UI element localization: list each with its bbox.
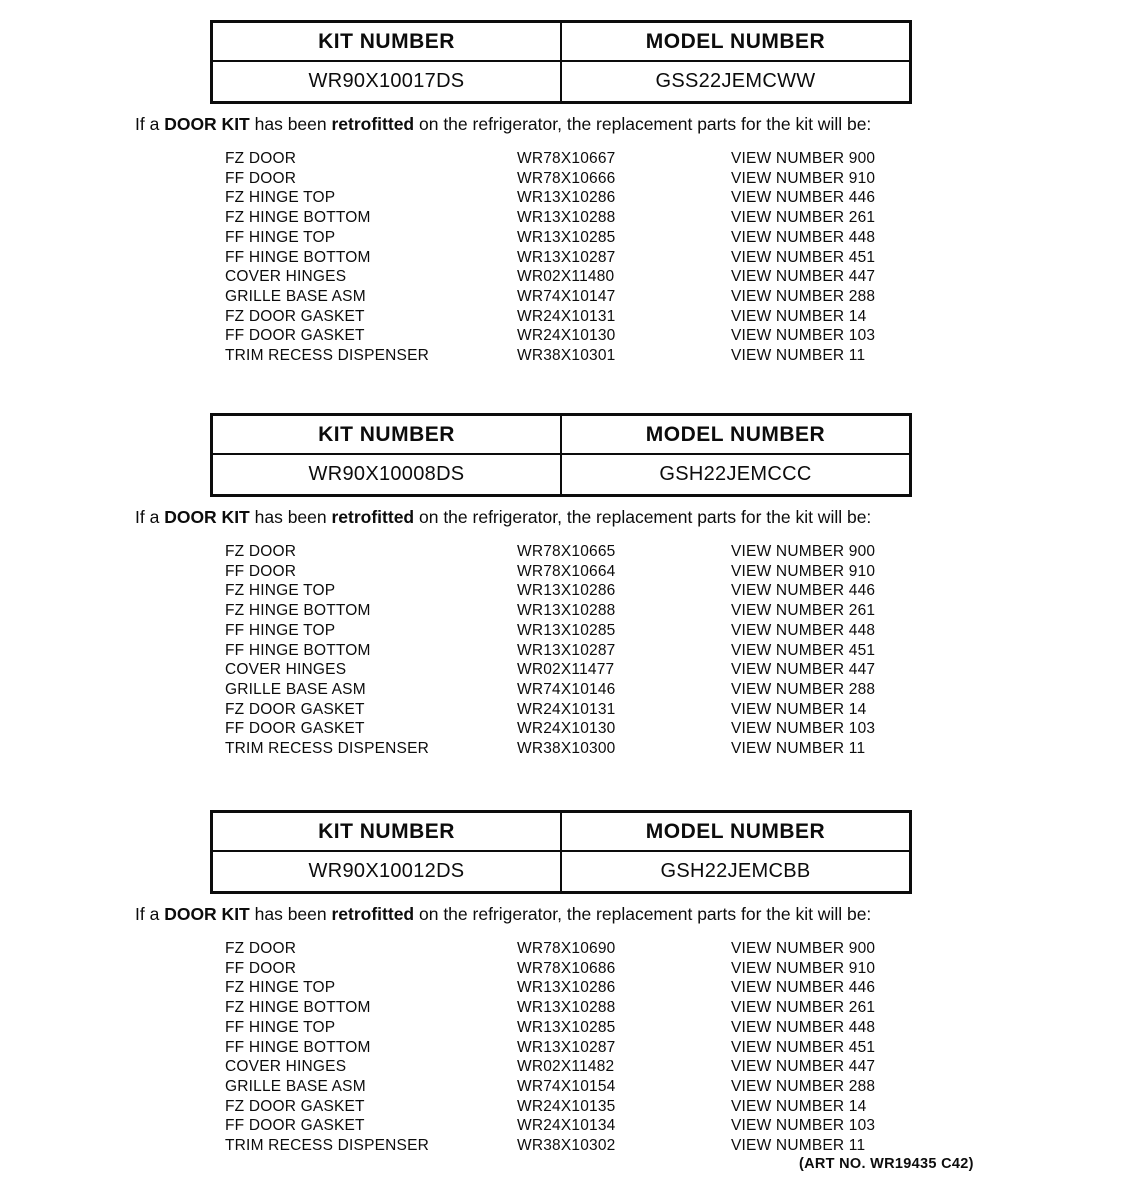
part-view-number: VIEW NUMBER 103 bbox=[731, 720, 876, 738]
part-name: FZ DOOR bbox=[225, 543, 297, 560]
part-row bbox=[225, 1116, 1125, 1136]
part-view-number: VIEW NUMBER 447 bbox=[731, 268, 876, 286]
part-number: WR74X10146 bbox=[517, 680, 616, 698]
part-row bbox=[225, 248, 1125, 268]
kit-number-value: WR90X10017DS bbox=[212, 61, 562, 103]
part-number: WR38X10300 bbox=[517, 740, 616, 758]
part-number: WR24X10134 bbox=[517, 1117, 616, 1135]
part-view-number: VIEW NUMBER 103 bbox=[731, 327, 876, 345]
part-row bbox=[225, 660, 1125, 680]
part-name: FF DOOR GASKET bbox=[225, 1117, 365, 1135]
part-view-number: VIEW NUMBER 446 bbox=[731, 189, 876, 207]
model-number-value: GSH22JEMCCC bbox=[561, 454, 911, 496]
part-name: FZ DOOR GASKET bbox=[225, 307, 365, 325]
retrofit-note bbox=[135, 114, 1125, 134]
part-name: GRILLE BASE ASM bbox=[225, 1077, 366, 1095]
part-name: FF HINGE BOTTOM bbox=[225, 1038, 371, 1056]
part-row bbox=[225, 562, 1125, 582]
part-name: GRILLE BASE ASM bbox=[225, 680, 366, 698]
part-name: FF DOOR GASKET bbox=[225, 327, 365, 345]
part-number: WR13X10285 bbox=[517, 621, 616, 639]
part-row bbox=[225, 739, 1125, 759]
part-name: TRIM RECESS DISPENSER bbox=[225, 1137, 430, 1155]
note-door-kit: DOOR KIT bbox=[164, 507, 250, 527]
part-view-number: VIEW NUMBER 451 bbox=[731, 641, 876, 659]
part-view-number: VIEW NUMBER 446 bbox=[731, 582, 876, 600]
part-row bbox=[225, 700, 1125, 720]
note-text: on the refrigerator, the replacement parts for the kit will be: bbox=[414, 114, 872, 134]
part-view-number: VIEW NUMBER 448 bbox=[731, 228, 876, 246]
note-text: If a bbox=[135, 507, 165, 527]
part-name: FF HINGE BOTTOM bbox=[225, 641, 371, 659]
part-view-number: VIEW NUMBER 261 bbox=[731, 209, 876, 227]
part-name: FZ DOOR bbox=[225, 940, 297, 957]
part-number: WR78X10664 bbox=[517, 562, 616, 580]
part-row bbox=[225, 680, 1125, 700]
part-name: FF HINGE BOTTOM bbox=[225, 248, 371, 266]
note-door-kit: DOOR KIT bbox=[164, 904, 250, 924]
model-number-header: MODEL NUMBER bbox=[561, 415, 911, 455]
note-text: has been bbox=[249, 507, 332, 527]
note-text: has been bbox=[249, 904, 332, 924]
table-header-row bbox=[212, 22, 911, 62]
part-view-number: VIEW NUMBER 900 bbox=[731, 543, 876, 560]
note-retrofitted: retrofitted bbox=[331, 114, 415, 134]
table-value-row bbox=[212, 851, 911, 893]
part-number: WR13X10286 bbox=[517, 189, 616, 207]
part-name: TRIM RECESS DISPENSER bbox=[225, 740, 430, 758]
part-number: WR38X10301 bbox=[517, 347, 616, 365]
kit-model-table bbox=[210, 413, 912, 497]
part-row bbox=[225, 346, 1125, 366]
table-value-row bbox=[212, 61, 911, 103]
kit-model-table bbox=[210, 20, 912, 104]
part-name: FF HINGE TOP bbox=[225, 621, 336, 639]
part-name: FF DOOR bbox=[225, 959, 297, 977]
part-row bbox=[225, 208, 1125, 228]
note-retrofitted: retrofitted bbox=[331, 507, 415, 527]
part-number: WR78X10666 bbox=[517, 169, 616, 187]
part-view-number: VIEW NUMBER 910 bbox=[731, 562, 876, 580]
part-view-number: VIEW NUMBER 288 bbox=[731, 680, 876, 698]
part-name: FZ HINGE TOP bbox=[225, 189, 336, 207]
part-name: FZ HINGE TOP bbox=[225, 582, 336, 600]
part-view-number: VIEW NUMBER 446 bbox=[731, 979, 876, 997]
part-number: WR13X10288 bbox=[517, 602, 616, 620]
part-view-number: VIEW NUMBER 14 bbox=[731, 307, 867, 325]
kit-section-1 bbox=[0, 20, 1125, 366]
part-number: WR13X10285 bbox=[517, 228, 616, 246]
part-view-number: VIEW NUMBER 451 bbox=[731, 1038, 876, 1056]
note-text: on the refrigerator, the replacement parts for the kit will be: bbox=[414, 904, 872, 924]
kit-number-header: KIT NUMBER bbox=[212, 415, 562, 455]
model-number-header: MODEL NUMBER bbox=[561, 812, 911, 852]
part-name: FF HINGE TOP bbox=[225, 1018, 336, 1036]
part-row bbox=[225, 169, 1125, 189]
part-name: COVER HINGES bbox=[225, 1058, 347, 1076]
part-number: WR38X10302 bbox=[517, 1137, 616, 1155]
model-number-value: GSH22JEMCBB bbox=[561, 851, 911, 893]
retrofit-note bbox=[135, 507, 1125, 527]
part-name: FZ DOOR GASKET bbox=[225, 1097, 365, 1115]
note-door-kit: DOOR KIT bbox=[164, 114, 250, 134]
part-number: WR13X10288 bbox=[517, 209, 616, 227]
part-number: WR24X10131 bbox=[517, 307, 616, 325]
part-row bbox=[225, 1097, 1125, 1117]
retrofit-note bbox=[135, 904, 1125, 924]
part-name: FZ DOOR bbox=[225, 150, 297, 167]
part-number: WR24X10130 bbox=[517, 720, 616, 738]
part-view-number: VIEW NUMBER 451 bbox=[731, 248, 876, 266]
parts-list bbox=[225, 149, 1125, 366]
part-number: WR78X10665 bbox=[517, 543, 616, 560]
kit-number-header: KIT NUMBER bbox=[212, 812, 562, 852]
part-number: WR13X10287 bbox=[517, 1038, 616, 1056]
part-view-number: VIEW NUMBER 14 bbox=[731, 1097, 867, 1115]
kit-model-table bbox=[210, 810, 912, 894]
part-row bbox=[225, 621, 1125, 641]
part-number: WR13X10285 bbox=[517, 1018, 616, 1036]
part-name: FF HINGE TOP bbox=[225, 228, 336, 246]
part-row bbox=[225, 641, 1125, 661]
part-row bbox=[225, 959, 1125, 979]
part-row bbox=[225, 267, 1125, 287]
kit-section-3 bbox=[0, 810, 1125, 1156]
parts-list bbox=[225, 939, 1125, 1156]
part-row bbox=[225, 1136, 1125, 1156]
part-number: WR24X10131 bbox=[517, 700, 616, 718]
part-view-number: VIEW NUMBER 900 bbox=[731, 150, 876, 167]
part-row bbox=[225, 719, 1125, 739]
part-name: FF DOOR GASKET bbox=[225, 720, 365, 738]
part-row bbox=[225, 581, 1125, 601]
part-row bbox=[225, 228, 1125, 248]
part-view-number: VIEW NUMBER 11 bbox=[731, 347, 866, 365]
part-row bbox=[225, 307, 1125, 327]
part-row bbox=[225, 998, 1125, 1018]
kit-section-2 bbox=[0, 413, 1125, 759]
kit-number-value: WR90X10008DS bbox=[212, 454, 562, 496]
part-row bbox=[225, 939, 1125, 959]
part-view-number: VIEW NUMBER 288 bbox=[731, 1077, 876, 1095]
part-number: WR02X11482 bbox=[517, 1058, 615, 1076]
part-number: WR13X10287 bbox=[517, 248, 616, 266]
part-name: FF DOOR bbox=[225, 562, 297, 580]
art-number: (ART NO. WR19435 C42) bbox=[799, 1156, 974, 1172]
part-name: FZ HINGE BOTTOM bbox=[225, 999, 371, 1017]
part-name: FZ HINGE BOTTOM bbox=[225, 602, 371, 620]
part-number: WR78X10690 bbox=[517, 940, 616, 957]
part-view-number: VIEW NUMBER 448 bbox=[731, 1018, 876, 1036]
part-row bbox=[225, 326, 1125, 346]
part-view-number: VIEW NUMBER 261 bbox=[731, 602, 876, 620]
part-number: WR13X10287 bbox=[517, 641, 616, 659]
part-row bbox=[225, 978, 1125, 998]
part-row bbox=[225, 1077, 1125, 1097]
kit-number-header: KIT NUMBER bbox=[212, 22, 562, 62]
table-header-row bbox=[212, 415, 911, 455]
part-name: COVER HINGES bbox=[225, 268, 347, 286]
part-number: WR24X10135 bbox=[517, 1097, 616, 1115]
part-number: WR13X10288 bbox=[517, 999, 616, 1017]
part-view-number: VIEW NUMBER 103 bbox=[731, 1117, 876, 1135]
part-number: WR13X10286 bbox=[517, 979, 616, 997]
table-value-row bbox=[212, 454, 911, 496]
note-text: If a bbox=[135, 114, 165, 134]
part-row bbox=[225, 542, 1125, 562]
model-number-header: MODEL NUMBER bbox=[561, 22, 911, 62]
note-text: If a bbox=[135, 904, 165, 924]
part-row bbox=[225, 188, 1125, 208]
part-view-number: VIEW NUMBER 261 bbox=[731, 999, 876, 1017]
part-row bbox=[225, 149, 1125, 169]
part-view-number: VIEW NUMBER 11 bbox=[731, 740, 866, 758]
part-number: WR02X11480 bbox=[517, 268, 615, 286]
note-retrofitted: retrofitted bbox=[331, 904, 415, 924]
parts-list bbox=[225, 542, 1125, 759]
part-number: WR13X10286 bbox=[517, 582, 616, 600]
part-row bbox=[225, 601, 1125, 621]
part-number: WR78X10667 bbox=[517, 150, 616, 167]
part-number: WR74X10154 bbox=[517, 1077, 616, 1095]
part-view-number: VIEW NUMBER 910 bbox=[731, 959, 876, 977]
part-view-number: VIEW NUMBER 447 bbox=[731, 1058, 876, 1076]
part-view-number: VIEW NUMBER 11 bbox=[731, 1137, 866, 1155]
part-name: FZ HINGE BOTTOM bbox=[225, 209, 371, 227]
part-view-number: VIEW NUMBER 447 bbox=[731, 661, 876, 679]
part-name: TRIM RECESS DISPENSER bbox=[225, 347, 430, 365]
part-row bbox=[225, 287, 1125, 307]
part-view-number: VIEW NUMBER 14 bbox=[731, 700, 867, 718]
part-name: GRILLE BASE ASM bbox=[225, 287, 366, 305]
part-view-number: VIEW NUMBER 448 bbox=[731, 621, 876, 639]
part-name: COVER HINGES bbox=[225, 661, 347, 679]
part-number: WR02X11477 bbox=[517, 661, 615, 679]
note-text: has been bbox=[249, 114, 332, 134]
part-row bbox=[225, 1057, 1125, 1077]
part-number: WR74X10147 bbox=[517, 287, 616, 305]
part-name: FZ HINGE TOP bbox=[225, 979, 336, 997]
part-view-number: VIEW NUMBER 900 bbox=[731, 940, 876, 957]
part-name: FF DOOR bbox=[225, 169, 297, 187]
model-number-value: GSS22JEMCWW bbox=[561, 61, 911, 103]
kit-number-value: WR90X10012DS bbox=[212, 851, 562, 893]
part-row bbox=[225, 1038, 1125, 1058]
part-view-number: VIEW NUMBER 288 bbox=[731, 287, 876, 305]
table-header-row bbox=[212, 812, 911, 852]
part-row bbox=[225, 1018, 1125, 1038]
part-view-number: VIEW NUMBER 910 bbox=[731, 169, 876, 187]
note-text: on the refrigerator, the replacement parts for the kit will be: bbox=[414, 507, 872, 527]
part-name: FZ DOOR GASKET bbox=[225, 700, 365, 718]
part-number: WR24X10130 bbox=[517, 327, 616, 345]
part-number: WR78X10686 bbox=[517, 959, 616, 977]
